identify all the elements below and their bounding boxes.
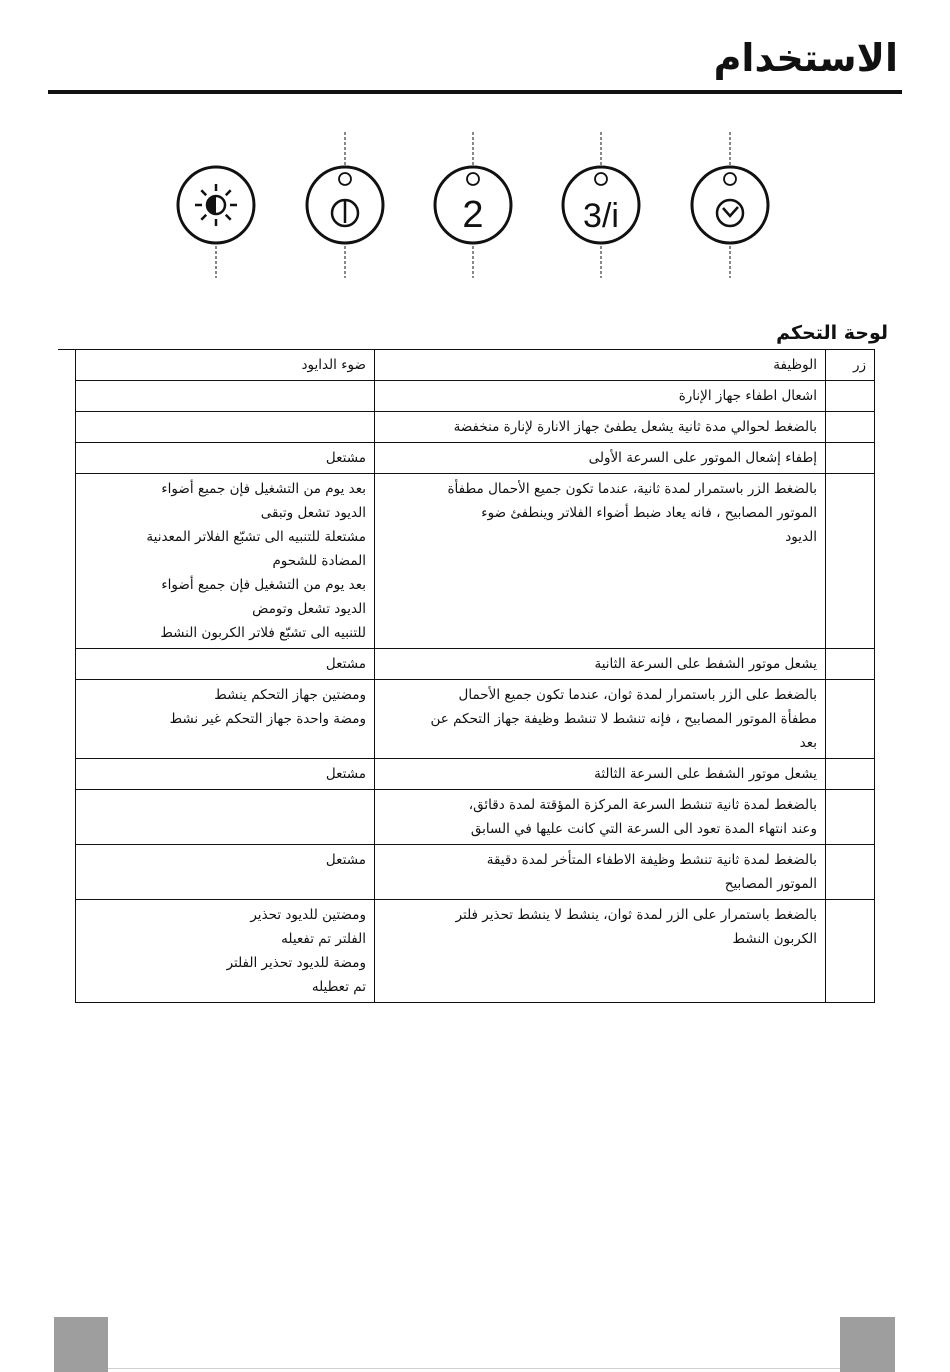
led-text: الفلتر تم تفعيله [281, 931, 366, 947]
table-row [76, 900, 875, 1003]
button-label: 3/i [583, 197, 619, 235]
led-text: مشتعل [325, 766, 366, 782]
footer-right-block [840, 1317, 895, 1372]
row-led-cell [76, 680, 375, 759]
table-row [76, 680, 875, 759]
led-text: مشتعل [325, 450, 366, 466]
speed-2-icon [435, 132, 511, 278]
led-text: مشتعل [325, 852, 366, 868]
row-button-cell [826, 900, 875, 1003]
function-text: بعد [799, 735, 817, 751]
led-text: المضادة للشحوم [272, 553, 366, 569]
function-text: الموتور المصابيح ، فانه يعاد ضبط أضواء الفلاتر وينطفئ ضوء [481, 505, 817, 521]
controls-table [75, 349, 875, 1003]
row-button-cell [826, 759, 875, 790]
led-text: الديود تشعل وتبقى [260, 505, 366, 521]
footer-rule [108, 1368, 840, 1369]
page-title: الاستخدام [713, 36, 898, 80]
function-text: إطفاء إشعال الموتور على السرعة الأولى [588, 450, 817, 466]
table-row [76, 759, 875, 790]
function-text: يشعل موتور الشفط على السرعة الثانية [594, 656, 817, 672]
function-text: بالضغط الزر باستمرار لمدة ثانية، عندما تكون جميع الأحمال مطفأة [447, 481, 817, 497]
row-button-cell [826, 474, 875, 649]
row-button-cell [826, 845, 875, 900]
row-button-cell [826, 680, 875, 759]
function-text: بالضغط لمدة ثانية تنشط وظيفة الاطفاء المتأخر لمدة دقيقة [486, 852, 817, 868]
row-function-cell [375, 900, 826, 1003]
table-row [76, 412, 875, 443]
function-text: وعند انتهاء المدة تعود الى السرعة التي كانت عليها في السابق [470, 821, 817, 837]
row-function-cell [375, 649, 826, 680]
power-icon [307, 132, 383, 278]
row-led-cell [76, 443, 375, 474]
table-row [76, 381, 875, 412]
table-row [76, 443, 875, 474]
function-text: بالضغط لحوالي مدة ثانية يشعل يطفئ جهاز الانارة لإنارة منخفضة [453, 419, 817, 435]
led-text: بعد يوم من التشغيل فإن جميع أضواء [161, 481, 366, 497]
led-text: ومضتين جهاز التحكم ينشط [214, 687, 366, 703]
function-text: بالضغط باستمرار على الزر لمدة ثوان، ينشط لا ينشط تحذير فلتر [455, 907, 817, 923]
led-text: بعد يوم من التشغيل فإن جميع أضواء [161, 577, 366, 593]
row-button-cell [826, 412, 875, 443]
row-button-cell [826, 381, 875, 412]
table-row [76, 474, 875, 649]
table-row [76, 790, 875, 845]
row-led-cell [76, 381, 375, 412]
led-text: الديود تشعل وتومض [252, 601, 366, 617]
row-led-cell [76, 790, 375, 845]
row-function-cell [375, 443, 826, 474]
table-header-row [76, 350, 875, 381]
row-led-cell [76, 412, 375, 443]
speed-3-intensive-icon [563, 132, 639, 278]
timer-clock-icon [692, 132, 768, 278]
title-rule [48, 90, 902, 94]
led-text: للتنبيه الى تشبّع فلاتر الكربون النشط [160, 625, 366, 641]
table-stub-line [58, 349, 76, 350]
table-row [76, 845, 875, 900]
led-text: ومضتين للديود تحذير [250, 907, 366, 923]
row-led-cell [76, 900, 375, 1003]
row-led-cell [76, 649, 375, 680]
header-button: زر [826, 350, 875, 381]
row-led-cell [76, 759, 375, 790]
led-text: مشتعل [325, 656, 366, 672]
function-text: بالضغط على الزر باستمرار لمدة ثوان، عندما تكون جميع الأحمال [458, 687, 817, 703]
footer-left-block [54, 1317, 108, 1372]
row-function-cell [375, 412, 826, 443]
function-text: الموتور المصابيح [724, 876, 817, 892]
led-text: ومضة واحدة جهاز التحكم غير نشط [169, 711, 366, 727]
led-text: تم تعطيله [311, 979, 366, 995]
row-function-cell [375, 680, 826, 759]
function-text: اشعال اطفاء جهاز الإنارة [678, 388, 817, 404]
function-text: الكربون النشط [732, 931, 817, 947]
row-function-cell [375, 845, 826, 900]
function-text: يشعل موتور الشفط على السرعة الثالثة [594, 766, 817, 782]
table-row [76, 649, 875, 680]
row-function-cell [375, 790, 826, 845]
row-button-cell [826, 649, 875, 680]
light-bulb-icon [178, 167, 254, 278]
row-function-cell [375, 381, 826, 412]
button-label: 2 [462, 194, 484, 236]
row-function-cell [375, 474, 826, 649]
row-button-cell [826, 790, 875, 845]
function-text: مطفأة الموتور المصابيح ، فإنه تنشط لا تنشط وظيفة جهاز التحكم عن [430, 711, 817, 727]
control-panel-figure [160, 130, 780, 280]
row-led-cell [76, 845, 375, 900]
function-text: الديود [785, 529, 817, 545]
row-button-cell [826, 443, 875, 474]
row-led-cell [76, 474, 375, 649]
led-text: ومضة للديود تحذير الفلتر [226, 955, 366, 971]
header-led: ضوء الدايود [76, 350, 375, 381]
function-text: بالضغط لمدة ثانية تنشط السرعة المركزة المؤقتة لمدة دقائق، [468, 797, 817, 813]
led-text: مشتعلة للتنبيه الى تشبّع الفلاتر المعدنية [146, 529, 366, 545]
row-function-cell [375, 759, 826, 790]
section-heading: لوحة التحكم [776, 322, 888, 344]
header-function: الوظيفة [375, 350, 826, 381]
